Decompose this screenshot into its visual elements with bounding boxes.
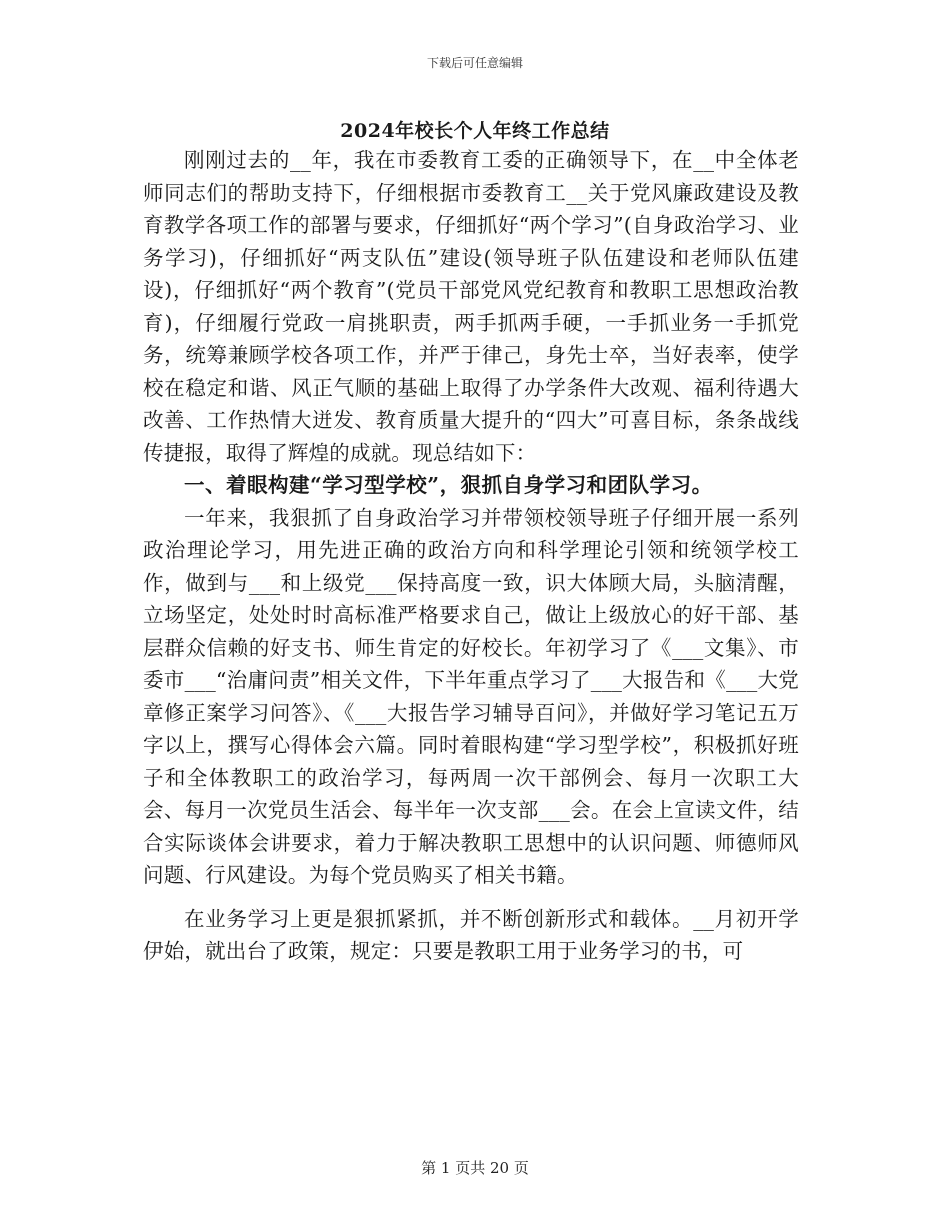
- paragraph-intro: 刚刚过去的__年，我在市委教育工委的正确领导下，在__中全体老师同志们的帮助支持下，仔细根据市委教育工__关于党风廉政建设及教育教学各项工作的部署与要求，仔细抓好“两个学习”(自身政治学习、业务学习)，仔细抓好“两支队伍”建设(领导班子队伍建设和老师队伍建设)，仔细抓好“两个教育”(党员干部党风党纪教育和教职工思想政治教育)，仔细履行党政一肩挑职责，两手抓两手硬，一手抓业务一手抓党务，统筹兼顾学校各项工作，并严于律己，身先士卒，当好表率，使学校在稳定和谐、风正气顺的基础上取得了办学条件大改观、福利待遇大改善、工作热情大迸发、教育质量大提升的“四大”可喜目标，条条战线传捷报，取得了辉煌的成就。现总结如下：: [143, 148, 799, 465]
- paragraph-political-study: 一年来，我狠抓了自身政治学习并带领校领导班子仔细开展一系列政治理论学习，用先进正确的政治方向和科学理论引领和统领学校工作，做到与___和上级党___保持高度一致，识大体顾大局，头脑清醒，立场坚定，处处时时高标准严格要求自己，做让上级放心的好干部、基层群众信赖的好支书、师生肯定的好校长。年初学习了《___文集》、市委市___“治庸问责”相关文件，下半年重点学习了___大报告和《___大党章修正案学习问答》、《___大报告学习辅导百问》，并做好学习笔记五万字以上，撰写心得体会六篇。同时着眼构建“学习型学校”，积极抓好班子和全体教职工的政治学习，每两周一次干部例会、每月一次职工大会、每月一次党员生活会、每半年一次支部___会。在会上宣读文件，结合实际谈体会讲要求，着力于解决教职工思想中的认识问题、师德师风问题、行风建设。为每个党员购买了相关书籍。: [143, 505, 799, 887]
- document-title: 2024年校长个人年终工作总结: [340, 120, 610, 142]
- paragraph-business-study: 在业务学习上更是狠抓紧抓，并不断创新形式和载体。__月初开学伊始，就出台了政策，规定：只要是教职工用于业务学习的书，可: [143, 906, 799, 963]
- document-body: [143, 144, 799, 968]
- download-note: 下载后可任意编辑: [426, 56, 523, 70]
- page-number: 第 1 页共 20 页: [421, 1159, 529, 1177]
- section-heading-1: 一、着眼构建“学习型学校”，狠抓自身学习和团队学习。: [184, 473, 713, 497]
